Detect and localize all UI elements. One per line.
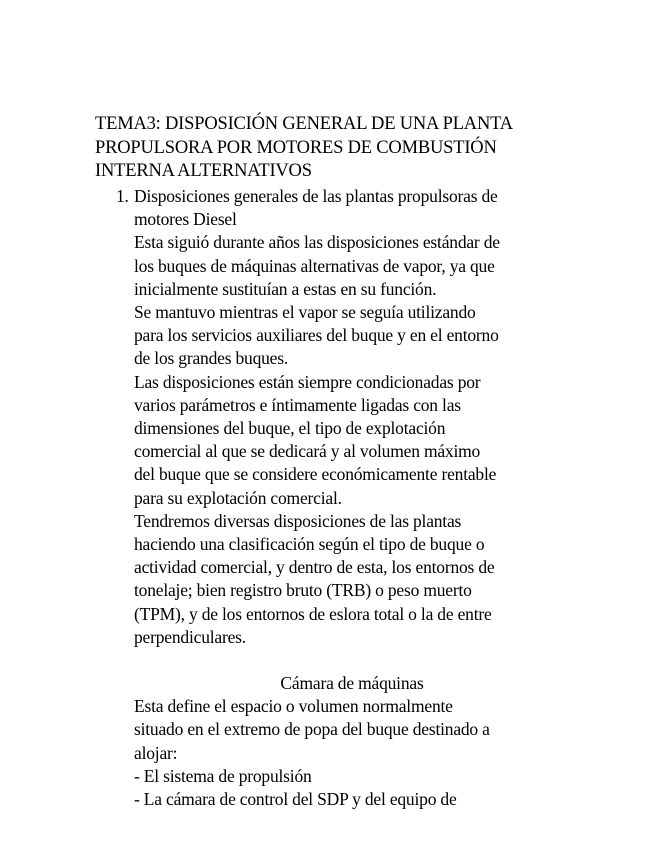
document-title: [95, 113, 575, 184]
text-line: los buques de máquinas alternativas de vapor, ya que: [134, 255, 495, 276]
text-line: inicialmente sustituían a estas en su función.: [134, 278, 437, 299]
text-line: actividad comercial, y dentro de esta, los entornos de: [134, 557, 495, 578]
list-item: - El sistema de propulsión: [134, 765, 312, 786]
section-heading: [116, 185, 586, 231]
text-line: tonelaje; bien registro bruto (TRB) o peso muerto: [134, 580, 472, 601]
section-1: [116, 185, 586, 811]
text-line: Esta define el espacio o volumen normalmente: [134, 696, 453, 717]
list-item: - La cámara de control del SDP y del equipo de: [134, 789, 457, 810]
section-number: 1.: [116, 186, 129, 206]
text-line: de los grandes buques.: [134, 348, 289, 369]
subsection-title: Cámara de máquinas: [280, 673, 424, 694]
text-line: para los servicios auxiliares del buque y en el entorno: [134, 325, 499, 346]
heading-line: motores Diesel: [134, 209, 237, 230]
text-line: para su explotación comercial.: [134, 487, 342, 508]
text-line: Se mantuvo mientras el vapor se seguía utilizando: [134, 302, 476, 323]
title-line: PROPULSORA POR MOTORES DE COMBUSTIÓN: [95, 137, 497, 158]
title-line: INTERNA ALTERNATIVOS: [95, 161, 312, 181]
text-line: (TPM), y de los entornos de eslora total o la de entre: [134, 603, 492, 624]
paragraph-4: [134, 510, 586, 649]
text-line: situado en el extremo de popa del buque destinado a: [134, 719, 490, 740]
paragraph-2: [134, 301, 586, 371]
text-line: Esta siguió durante años las disposiciones estándar de: [134, 232, 500, 253]
text-line: haciendo una clasificación según el tipo de buque o: [134, 534, 485, 555]
camara-paragraph: [134, 695, 586, 765]
text-line: Las disposiciones están siempre condicionadas por: [134, 371, 481, 392]
text-line: varios parámetros e íntimamente ligadas con las: [134, 394, 461, 415]
heading-line: Disposiciones generales de las plantas propulsoras de: [134, 186, 498, 206]
text-line: dimensiones del buque, el tipo de explotación: [134, 418, 446, 439]
text-line: Tendremos diversas disposiciones de las plantas: [134, 510, 462, 531]
paragraph-1: [134, 231, 586, 301]
text-line: comercial al que se dedicará y al volumen máximo: [134, 441, 481, 462]
paragraph-3: [134, 371, 586, 510]
text-line: del buque que se considere económicamente rentable: [134, 464, 497, 485]
dash-list: [134, 765, 586, 811]
text-line: alojar:: [134, 742, 178, 763]
text-line: perpendiculares.: [134, 626, 246, 647]
title-line: TEMA3: DISPOSICIÓN GENERAL DE UNA PLANTA: [95, 114, 513, 134]
